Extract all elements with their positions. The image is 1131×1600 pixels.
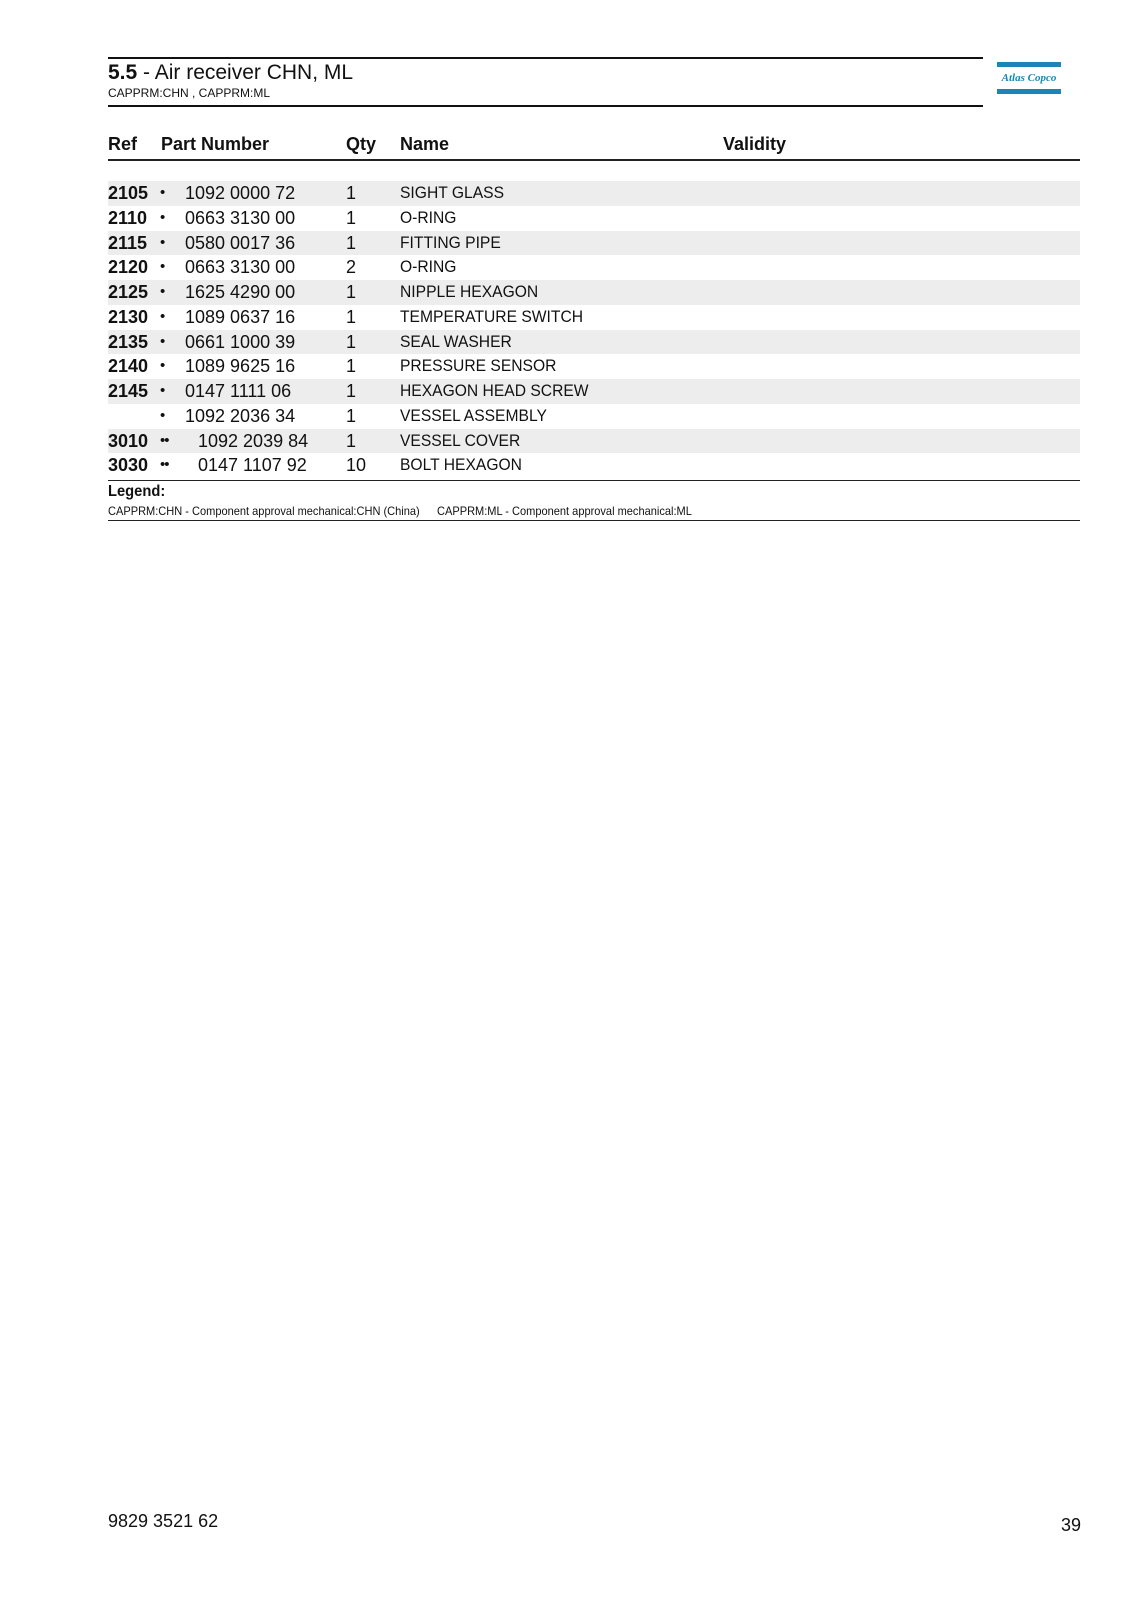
legend-item: CAPPRM:CHN - Component approval mechanical:CHN (China) (108, 504, 420, 518)
qty-cell: 1 (346, 232, 357, 253)
ref-cell: 2105 (108, 183, 149, 203)
level-bullet-icon: • (160, 184, 165, 201)
qty-cell: 1 (346, 356, 357, 377)
level-bullet-icon: • (160, 382, 165, 399)
name-cell: VESSEL ASSEMBLY (400, 405, 547, 425)
table-row (108, 181, 1080, 206)
table-row (108, 206, 1080, 231)
parts-table-header (108, 131, 1080, 161)
qty-cell: 2 (346, 257, 357, 278)
ref-cell: 3010 (108, 430, 149, 451)
page-number: 39 (1060, 1515, 1081, 1535)
legend-item: CAPPRM:ML - Component approval mechanical:ML (437, 504, 692, 518)
part-number-cell: 0661 1000 39 (185, 331, 296, 352)
section-number: 5.5 (108, 61, 138, 84)
qty-cell: 1 (346, 306, 357, 327)
part-number-cell: 0580 0017 36 (185, 232, 296, 253)
table-row (108, 305, 1080, 330)
section-title: - Air receiver CHN, ML (137, 61, 354, 84)
level-bullet-icon: • (160, 208, 165, 226)
table-row (108, 354, 1080, 379)
part-number-cell: 1092 0000 72 (185, 183, 296, 203)
name-cell: SEAL WASHER (400, 331, 512, 351)
name-cell: O-RING (400, 207, 457, 227)
qty-cell: 1 (346, 183, 357, 203)
table-row (108, 429, 1080, 454)
table-row (108, 255, 1080, 280)
name-cell: SIGHT GLASS (400, 183, 505, 202)
name-cell: VESSEL COVER (400, 430, 521, 450)
part-number-cell: 1625 4290 00 (185, 282, 296, 302)
name-cell: O-RING (400, 257, 457, 277)
table-row (108, 453, 1080, 478)
level-bullet-icon: •• (160, 456, 169, 474)
ref-cell: 2130 (108, 306, 149, 327)
table-row (108, 330, 1080, 355)
level-bullet-icon: • (160, 357, 165, 375)
level-bullet-icon: • (160, 406, 165, 424)
level-bullet-icon: • (160, 307, 165, 325)
part-number-cell: 0147 1111 06 (185, 381, 292, 401)
name-cell: TEMPERATURE SWITCH (400, 306, 584, 326)
ref-cell: 2135 (108, 331, 149, 352)
legend (108, 480, 1080, 521)
qty-cell: 1 (346, 207, 357, 228)
parts-table-body (108, 181, 1080, 478)
table-row (108, 404, 1080, 429)
document-number: 9829 3521 62 (108, 1511, 219, 1531)
part-number-cell: 0147 1107 92 (198, 455, 307, 476)
part-number-cell: 1092 2039 84 (198, 430, 309, 451)
part-number-cell: 0663 3130 00 (185, 207, 296, 228)
ref-cell: 2115 (108, 232, 148, 253)
qty-cell: 1 (346, 405, 357, 426)
ref-cell: 2120 (108, 257, 149, 278)
ref-cell: 2110 (108, 207, 148, 228)
name-cell: FITTING PIPE (400, 232, 501, 252)
qty-cell: 1 (346, 331, 357, 352)
ref-cell: 2145 (108, 381, 149, 401)
level-bullet-icon: • (160, 283, 165, 300)
level-bullet-icon: • (160, 332, 165, 350)
name-cell: NIPPLE HEXAGON (400, 282, 539, 301)
legend-title: Legend: (108, 483, 166, 500)
qty-cell: 1 (346, 430, 357, 451)
qty-cell: 10 (346, 455, 367, 476)
col-header-part-number: Part Number (161, 134, 270, 154)
name-cell: BOLT HEXAGON (400, 455, 522, 475)
name-cell: PRESSURE SENSOR (400, 356, 557, 376)
qty-cell: 1 (346, 282, 357, 302)
level-bullet-icon: • (160, 258, 165, 276)
section-header (108, 57, 983, 107)
table-row (108, 379, 1080, 404)
part-number-cell: 1092 2036 34 (185, 405, 296, 426)
col-header-validity: Validity (723, 134, 787, 154)
qty-cell: 1 (346, 381, 357, 401)
page-title (108, 61, 353, 85)
logo-top-band (997, 62, 1061, 67)
table-row (108, 231, 1080, 256)
level-bullet-icon: • (160, 233, 165, 251)
col-header-qty: Qty (346, 134, 377, 154)
page-subtitle: CAPPRM:CHN , CAPPRM:ML (108, 86, 271, 100)
atlas-copco-logo (997, 62, 1061, 94)
ref-cell: 2125 (108, 282, 149, 302)
col-header-ref: Ref (108, 134, 138, 154)
col-header-name: Name (400, 134, 450, 154)
ref-cell: 2140 (108, 356, 149, 377)
part-number-cell: 1089 0637 16 (185, 306, 296, 327)
level-bullet-icon: •• (160, 431, 169, 449)
table-row (108, 280, 1080, 305)
part-number-cell: 0663 3130 00 (185, 257, 296, 278)
part-number-cell: 1089 9625 16 (185, 356, 296, 377)
name-cell: HEXAGON HEAD SCREW (400, 381, 589, 400)
ref-cell: 3030 (108, 455, 149, 476)
logo-wordmark: Atlas Copco (1001, 72, 1057, 84)
logo-bottom-band (997, 89, 1061, 94)
